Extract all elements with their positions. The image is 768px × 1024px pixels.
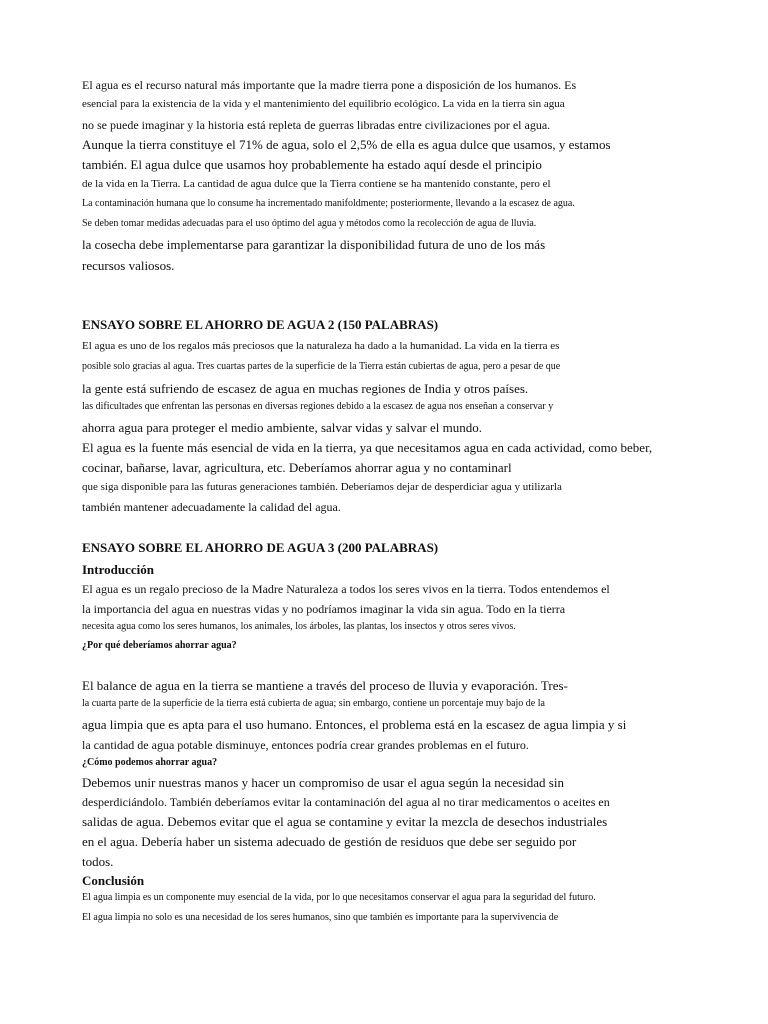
paragraph-line: necesita agua como los seres humanos, los animales, los árboles, las plantas, los insectos y otros seres vivos.: [82, 621, 516, 632]
paragraph-line: las dificultades que enfrentan las personas en diversas regiones debido a la escasez de agua nos enseñan a conservar y: [82, 401, 554, 412]
paragraph-line: El agua es uno de los regalos más preciosos que la naturaleza ha dado a la humanidad. La vida en la tierra es: [82, 340, 560, 352]
section-heading: ENSAYO SOBRE EL AHORRO DE AGUA 3 (200 PALABRAS): [82, 540, 439, 555]
paragraph-line: que siga disponible para las futuras generaciones también. Deberíamos dejar de desperdiciar agua y utilizarla: [82, 481, 562, 493]
paragraph-line: también. El agua dulce que usamos hoy probablemente ha estado aquí desde el principio: [82, 157, 542, 172]
subheading-introduccion: Introducción: [82, 562, 154, 577]
paragraph-line: recursos valiosos.: [82, 258, 175, 273]
paragraph-line: también mantener adecuadamente la calidad del agua.: [82, 500, 341, 514]
paragraph-line: desperdiciándolo. También deberíamos evitar la contaminación del agua al no tirar medicamentos o aceites en: [82, 795, 610, 809]
paragraph-line: Aunque la tierra constituye el 71% de agua, solo el 2,5% de ella es agua dulce que usamos, y estamos: [82, 137, 611, 152]
paragraph-line: la gente está sufriendo de escasez de agua en muchas regiones de India y otros países.: [82, 381, 529, 396]
paragraph-line: ahorra agua para proteger el medio ambiente, salvar vidas y salvar el mundo.: [82, 420, 482, 435]
paragraph-line: El agua limpia no solo es una necesidad de los seres humanos, sino que también es importante para la supervivencia de: [82, 912, 559, 923]
paragraph-line: la importancia del agua en nuestras vidas y no podríamos imaginar la vida sin agua. Todo en la tierra: [82, 602, 566, 616]
paragraph-line: Se deben tomar medidas adecuadas para el uso óptimo del agua y métodos como la recolección de agua de lluvia.: [82, 218, 537, 229]
paragraph-line: de la vida en la Tierra. La cantidad de agua dulce que la Tierra contiene se ha mantenido constante, pero el: [82, 178, 551, 190]
subheading-conclusion: Conclusión: [82, 873, 145, 888]
paragraph-line: El agua es un regalo precioso de la Madre Naturaleza a todos los seres vivos en la tierra. Todos entendemos el: [82, 582, 610, 596]
paragraph-line: El balance de agua en la tierra se mantiene a través del proceso de lluvia y evaporación. Tres-: [82, 678, 568, 693]
paragraph-line: El agua es el recurso natural más importante que la madre tierra pone a disposición de los humanos. Es: [82, 78, 577, 92]
paragraph-line: cocinar, bañarse, lavar, agricultura, etc. Deberíamos ahorrar agua y no contaminarl: [82, 460, 512, 475]
paragraph-line: salidas de agua. Debemos evitar que el agua se contamine y evitar la mezcla de desechos industriales: [82, 814, 608, 829]
paragraph-line: en el agua. Debería haber un sistema adecuado de gestión de residuos que debe ser seguido por: [82, 834, 577, 849]
paragraph-line: todos.: [82, 854, 114, 869]
paragraph-line: esencial para la existencia de la vida y el mantenimiento del equilibrio ecológico. La vida en la tierra sin agua: [82, 98, 565, 110]
paragraph-line: La contaminación humana que lo consume ha incrementado manifoldmente; posteriormente, llevando a la escasez de agua.: [82, 198, 575, 209]
paragraph-line: El agua es la fuente más esencial de vida en la tierra, ya que necesitamos agua en cada actividad, como beber,: [82, 440, 653, 455]
subheading-por-que: ¿Por qué deberíamos ahorrar agua?: [82, 640, 237, 651]
subheading-como: ¿Cómo podemos ahorrar agua?: [82, 757, 218, 768]
paragraph-line: la cantidad de agua potable disminuye, entonces podría crear grandes problemas en el futuro.: [82, 738, 529, 752]
paragraph-line: no se puede imaginar y la historia está repleta de guerras libradas entre civilizaciones por el agua.: [82, 118, 551, 132]
paragraph-line: agua limpia que es apta para el uso humano. Entonces, el problema está en la escasez de agua limpia y si: [82, 717, 627, 732]
paragraph-line: la cosecha debe implementarse para garantizar la disponibilidad futura de uno de los más: [82, 237, 546, 252]
section-heading: ENSAYO SOBRE EL AHORRO DE AGUA 2 (150 PALABRAS): [82, 317, 439, 332]
paragraph-line: la cuarta parte de la superficie de la tierra está cubierta de agua; sin embargo, contiene un porcentaje muy bajo de la: [82, 698, 545, 709]
paragraph-line: El agua limpia es un componente muy esencial de la vida, por lo que necesitamos conservar el agua para la seguridad del futuro.: [82, 892, 596, 903]
paragraph-line: posible solo gracias al agua. Tres cuartas partes de la superficie de la Tierra están cubiertas de agua, pero a pesar de que: [82, 361, 561, 372]
paragraph-line: Debemos unir nuestras manos y hacer un compromiso de usar el agua según la necesidad sin: [82, 775, 564, 790]
